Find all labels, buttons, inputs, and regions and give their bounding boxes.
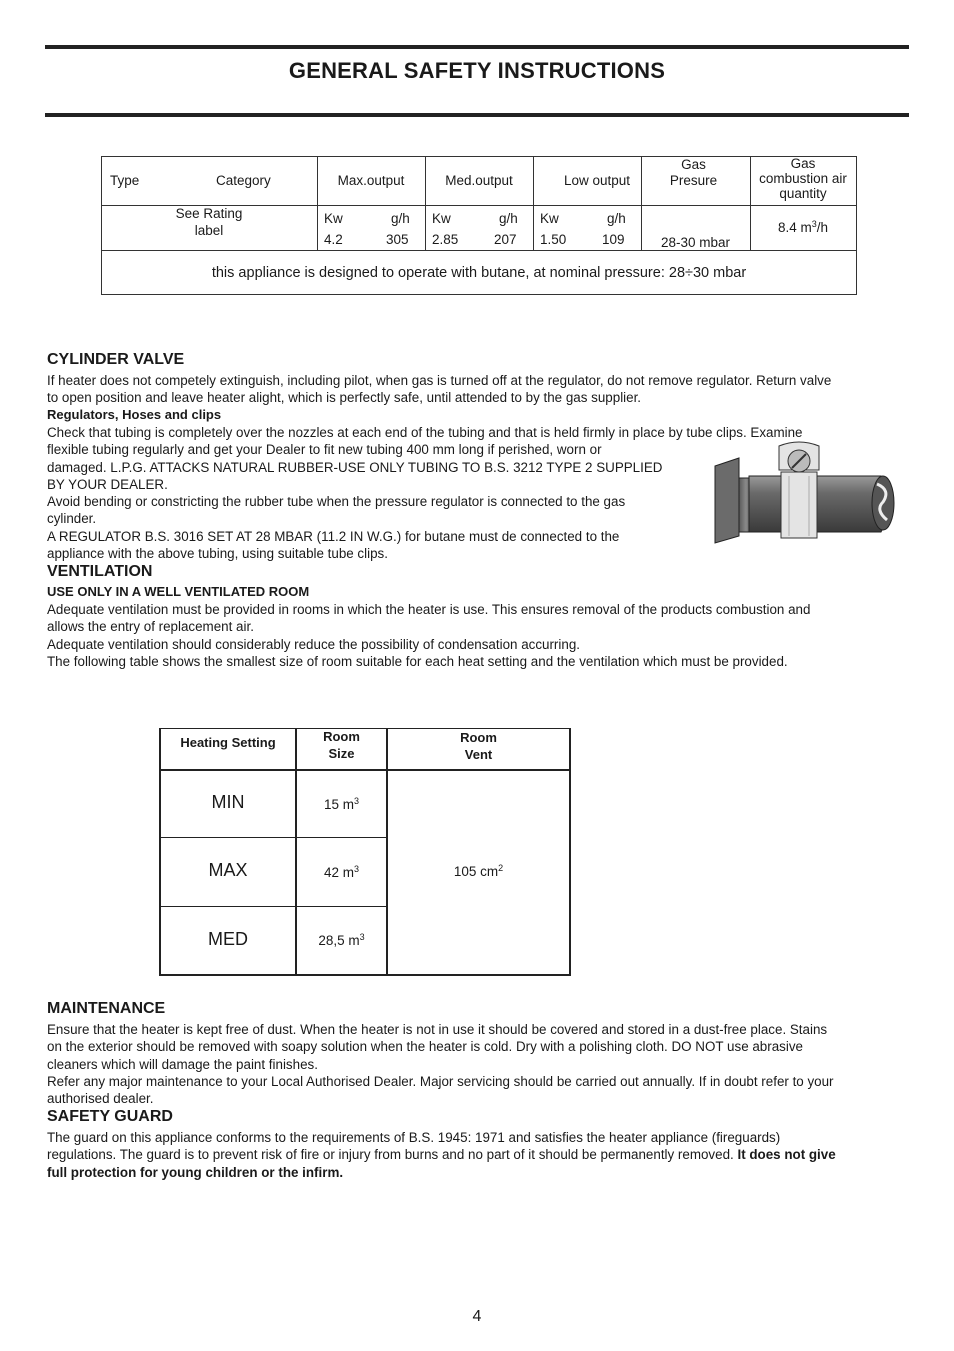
med-gh-unit: g/h (499, 211, 518, 226)
max-kw-unit: Kw (324, 211, 343, 226)
safety-guard-text: The guard on this appliance conforms to the requirements of B.S. 1945: 1971 and satisfies the heater appliance (fireguards) regulations. The guard is to prevent risk of fire or injury from burns and no part of it should be permanently removed. It does not give full protection for young children or the infirm. (47, 1130, 836, 1180)
low-gh-value: 109 (602, 232, 625, 247)
max-kw-value: 4.2 (324, 232, 343, 247)
header-air-line2: combustion air (759, 171, 847, 186)
spec-table (101, 156, 857, 295)
air-quantity-value: 8.4 $m^3/h$ (777, 219, 829, 235)
category-value-line1: See Rating (175, 206, 243, 221)
safety-guard-heading: SAFETY GUARD (47, 1108, 173, 1125)
cylinder-valve-heading: CYLINDER VALVE (47, 351, 185, 368)
header-heating-setting: Heating Setting (180, 735, 276, 750)
page-title: GENERAL SAFETY INSTRUCTIONS (288, 58, 666, 83)
page-number: 4 (472, 1308, 482, 1325)
room-size-min: 15 $m^3$ (323, 796, 360, 812)
max-gh-unit: g/h (391, 211, 410, 226)
ventilation-text: Adequate ventilation must be provided in rooms in which the heater is use. This ensures removal of the products combustion and allows the entry of replacement air. Adequate ventilation should considerably reduce the possibility of condensation accurring. The following table shows the smallest size of room suitable for each heat setting and the ventilation which must be provided. (47, 602, 811, 669)
header-room-vent-line2: Vent (464, 747, 493, 762)
maintenance-text: Ensure that the heater is kept free of dust. When the heater is not in use it should be covered and stored in a dust-free place. Stains on the exterior should be removed with soapy solution when the heater is cold. Dry with a polishing cloth. DO NOT use abrasive cleaners which will damage the paint finishes. Refer any major maintenance to your Local Authorised Dealer. Major servicing should be carried out annually. If in doubt refer to your authorised dealer. (47, 1022, 834, 1107)
ventilation-heading: VENTILATION (47, 563, 153, 580)
setting-min: MIN (211, 792, 245, 812)
header-room-size-line1: Room (323, 729, 360, 744)
room-size-med: 28,5 $m^3$ (318, 932, 365, 948)
room-size-max: 42 $m^3$ (323, 864, 360, 880)
hose-clip-illustration (713, 440, 897, 544)
header-air-line3: quantity (779, 186, 827, 201)
low-gh-unit: g/h (607, 211, 626, 226)
med-kw-value: 2.85 (432, 232, 459, 247)
maintenance-heading: MAINTENANCE (47, 1000, 166, 1017)
top-rule (45, 45, 909, 49)
category-value-line2: label (194, 223, 224, 238)
setting-max: MAX (208, 860, 248, 880)
header-low-output: Low output (563, 173, 631, 188)
header-gas-pressure-line2: Presure (669, 173, 718, 188)
butane-note: this appliance is designed to operate with butane, at nominal pressure: 28÷30 mbar (211, 265, 747, 281)
header-category: Category (216, 173, 271, 188)
regulators-text: Check that tubing is completely over the nozzles at each end of the tubing and that is held firmly in place by tube clips. Examine flexible tubing regularly and get your Dealer to fit new tubing 400 mm long if perished, worn or damaged. L.P.G. ATTACKS NATURAL RUBBER-USE ONLY TUBING TO B.S. 3212 TYPE 2 SUPPLIED BY YOUR DEALER. Avoid bending or constricting the rubber tube when the pressure regulator is connected to the gas cylinder. A REGULATOR B.S. 3016 SET AT 28 MBAR (11.2 IN W.G.) for butane must de connected to the appliance with the above tubing, using suitable tube clips. (47, 425, 803, 562)
header-gas-pressure-line1: Gas (681, 157, 706, 172)
header-type: Type (110, 173, 140, 188)
title-underline-rule (45, 113, 909, 117)
cylinder-valve-text: If heater does not competely extinguish, including pilot, when gas is turned off at the regulator, do not remove regulator. Return valve to open position and leave heater alight, which is perfectly safe, until attended to by the gas supplier. (47, 373, 832, 406)
ventilation-table (159, 728, 571, 976)
setting-med: MED (208, 929, 248, 949)
med-gh-value: 207 (494, 232, 517, 247)
header-room-vent-line1: Room (460, 730, 497, 745)
regulators-subheading: Regulators, Hoses and clips (47, 407, 222, 422)
room-vent-value: 105 $cm^2$ (453, 863, 504, 879)
header-room-size-line2: Size (328, 746, 355, 761)
gas-pressure-value: 28-30 mbar (660, 235, 731, 250)
low-kw-value: 1.50 (540, 232, 567, 247)
header-max-output: Max.output (337, 173, 405, 188)
low-kw-unit: Kw (540, 211, 559, 226)
med-kw-unit: Kw (432, 211, 451, 226)
ventilation-subheading: USE ONLY IN A WELL VENTILATED ROOM (47, 584, 310, 599)
header-air-line1: Gas (790, 156, 816, 171)
max-gh-value: 305 (386, 232, 409, 247)
header-med-output: Med.output (445, 173, 513, 188)
